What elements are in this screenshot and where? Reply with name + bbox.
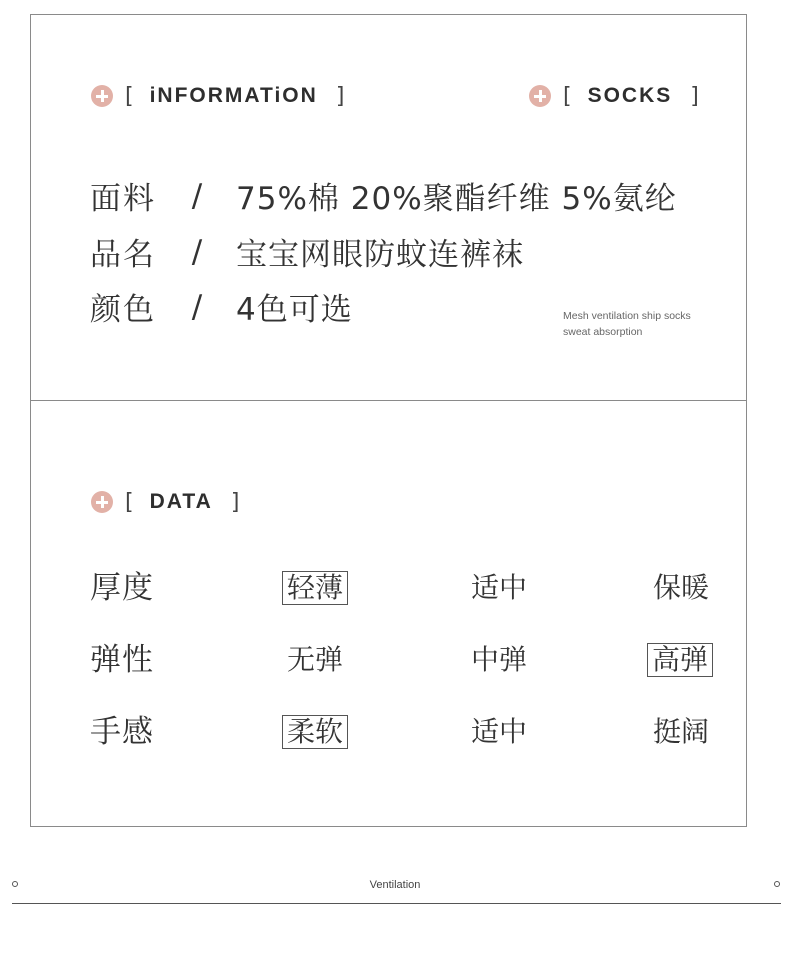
data-header <box>91 490 239 514</box>
data-row-elasticity <box>0 640 790 680</box>
note-line: sweat absorption <box>563 326 643 338</box>
open-bracket: [ <box>125 489 134 515</box>
product-note <box>563 308 691 340</box>
open-bracket: [ <box>125 83 134 109</box>
information-title: iNFORMATiON <box>149 84 318 107</box>
info-value: 宝宝网眼防蚊连裤袜 <box>236 237 524 273</box>
socks-header <box>529 84 699 108</box>
plus-circle-icon <box>91 85 113 107</box>
info-row-fabric <box>90 173 677 218</box>
option-cell: 适中 <box>471 715 528 748</box>
info-value: 4色可选 <box>236 292 353 328</box>
data-row-label: 手感 <box>90 714 154 750</box>
close-bracket: ] <box>690 83 699 109</box>
data-row-label: 厚度 <box>90 570 154 606</box>
option-cell-selected: 高弹 <box>647 643 713 677</box>
option-cell: 保暖 <box>653 571 710 604</box>
info-key: 品名 <box>90 237 156 273</box>
data-panel <box>30 400 747 827</box>
data-row-label: 弹性 <box>90 642 154 678</box>
note-line: Mesh ventilation ship socks <box>563 310 691 322</box>
plus-circle-icon <box>91 491 113 513</box>
information-header <box>91 84 344 108</box>
option-cell: 无弹 <box>287 643 344 676</box>
option-cell: 中弹 <box>471 643 528 676</box>
option-cell: 适中 <box>471 571 528 604</box>
info-row-product-name <box>90 229 524 274</box>
option-cell: 挺阔 <box>653 715 710 748</box>
info-separator: / <box>191 288 203 325</box>
info-key: 面料 <box>90 181 156 217</box>
info-separator: / <box>191 177 203 214</box>
data-row-thickness <box>0 568 790 608</box>
open-bracket: [ <box>563 83 572 109</box>
footer-divider <box>12 903 781 904</box>
plus-circle-icon <box>529 85 551 107</box>
footer-label: Ventilation <box>369 879 421 891</box>
close-bracket: ] <box>335 83 345 109</box>
info-value: 75%棉 20%聚酯纤维 5%氨纶 <box>236 181 677 217</box>
close-bracket: ] <box>230 489 240 515</box>
info-row-color <box>90 284 353 329</box>
info-key: 颜色 <box>90 292 156 328</box>
data-title: DATA <box>149 490 213 513</box>
info-separator: / <box>191 233 203 270</box>
socks-title: SOCKS <box>587 84 673 107</box>
data-row-feel <box>0 712 790 752</box>
option-cell-selected: 轻薄 <box>282 571 348 605</box>
option-cell-selected: 柔软 <box>282 715 348 749</box>
